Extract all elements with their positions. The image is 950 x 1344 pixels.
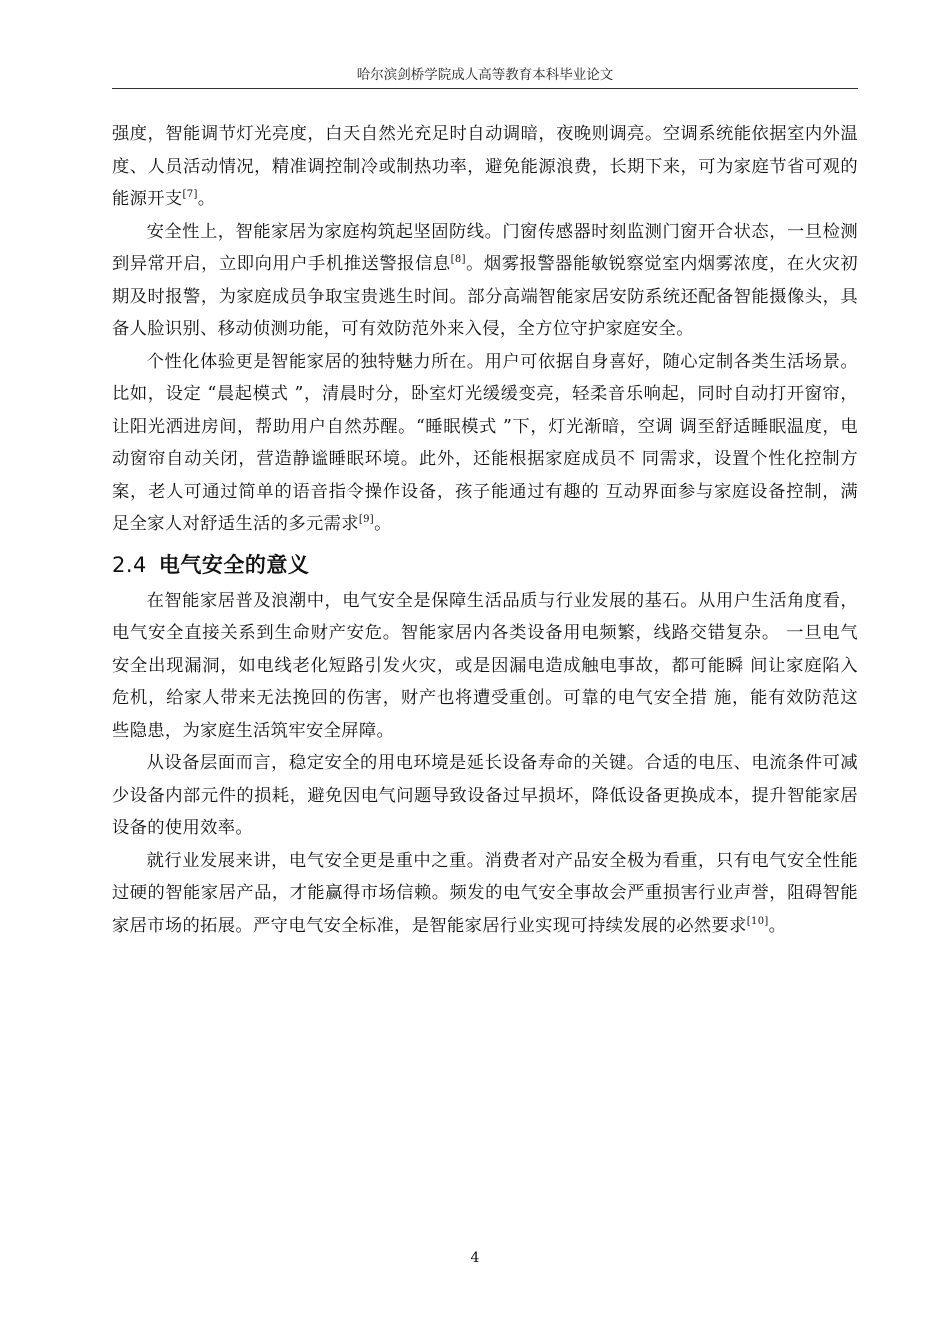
section-title: 电气安全的意义 — [158, 552, 310, 577]
paragraph-text: 从设备层面而言，稳定安全的用电环境是延长设备寿命的关键。合适的电压、电流条件可减少设备内部元件的损耗，避免因电气问题导致设备过早损坏，降低设备更换成本，提升智能家居设备的使用效率。 — [112, 753, 858, 838]
page-number: 4 — [470, 1250, 480, 1266]
paragraph-text-continued: 。烟雾报警器能敏锐察觉室内烟雾浓度，在火灾初期及时报警，为家庭成员争取宝贵逃生时间。部分高端智能家居安防系统还配备智能摄像头，具备人脸识别、移动侦测功能，可有效防范外来入侵，全方位守护家庭安全。 — [112, 254, 858, 339]
header-title: 哈尔滨剑桥学院成人高等教育本科毕业论文 — [356, 67, 614, 83]
paragraph-text: 就行业发展来讲，电气安全更是重中之重。消费者对产品安全极为看重，只有电气安全性能过硬的智能家居产品，才能赢得市场信赖。频发的电气安全事故会严重损害行业声誉，阻碍智能家居市场的拓展。严守电气安全标准，是智能家居行业实现可持续发展的必然要求 — [112, 850, 858, 936]
paragraph-text: 个性化体验更是智能家居的独特魅力所在。用户可依据自身喜好，随心定制各类生活场景。比如，设定 “晨起模式 ”，清晨时分，卧室灯光缓缓变亮，轻柔音乐响起，同时自动打开窗帘，让阳光洒进房间，帮助用户自然苏醒。“睡眠模式 ”下，灯光渐暗，空调 调至舒适睡眠温度，电动窗帘自动关闭，营造静谧睡眠环境。此外，还能根据家庭成员不 同需求，设置个性化控制方案，老人可通过简单的语音指令操作设备，孩子能通过有趣的 互动界面参与家庭设备控制，满足全家人对舒适生活的多元需求 — [112, 351, 858, 534]
citation-ref: [7] — [182, 189, 198, 201]
paragraph-security — [112, 216, 858, 346]
citation-ref: [8] — [450, 254, 466, 266]
paragraph-electrical-safety-life — [112, 585, 858, 748]
paragraph-tail: 。 — [374, 514, 392, 534]
page-header — [112, 66, 858, 89]
paragraph-text: 在智能家居普及浪潮中，电气安全是保障生活品质与行业发展的基石。从用户生活角度看，电气安全直接关系到生命财产安危。智能家居内各类设备用电频繁，线路交错复杂。 一旦电气安全出现漏洞，如电线老化短路引发火灾，或是因漏电造成触电事故，都可能瞬 间让家庭陷入危机，给家人带来无法挽回的伤害，财产也将遭受重创。可靠的电气安全措 施，能有效防范这些隐患，为家庭生活筑牢安全屏障。 — [112, 590, 858, 741]
document-body — [112, 118, 858, 942]
section-number: 2.4 — [112, 552, 147, 577]
citation-ref: [9] — [358, 514, 375, 526]
paragraph-tail: 。 — [768, 915, 787, 936]
section-heading — [112, 547, 858, 583]
citation-ref: [10] — [746, 915, 769, 927]
paragraph-electrical-safety-device — [112, 747, 858, 845]
paragraph-electrical-safety-industry — [112, 845, 858, 943]
paragraph-energy-saving — [112, 118, 858, 216]
paragraph-text: 安全性上，智能家居为家庭构筑起坚固防线。门窗传感器时刻监测门窗开合状态，一旦检测到异常开启，立即向用户手机推送警报信息 — [112, 221, 858, 274]
paragraph-text: 强度，智能调节灯光亮度，白天自然光充足时自动调暗，夜晚则调亮。空调系统能依据室内外温度、人员活动情况，精准调控制冷或制热功率，避免能源浪费，长期下来，可为家庭节省可观的能源开支 — [112, 124, 858, 209]
paragraph-tail: 。 — [197, 189, 216, 209]
paragraph-personalization — [112, 346, 858, 541]
